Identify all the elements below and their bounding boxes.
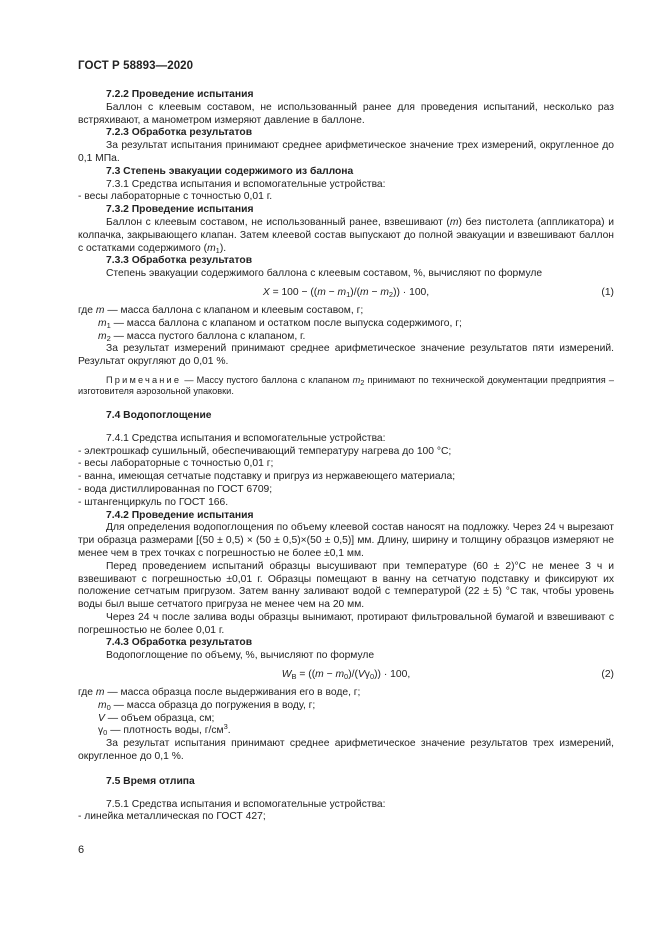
- list-item: - весы лабораторные с точностью 0,01 г;: [78, 458, 274, 470]
- paragraph-7-2-2: Баллон с клеевым составом, не использованный ранее для проведения испытаний, несколько раз встряхивают, а манометром измеряют давление в баллоне.: [78, 101, 614, 126]
- where-item: $\gamma_0$ — плотность воды, $г/см^3$.: [98, 722, 231, 738]
- document-code-header: ГОСТ Р 58893—2020: [78, 60, 194, 72]
- formula-2: [78, 666, 614, 685]
- document-body: [78, 89, 614, 824]
- heading-7-3: 7.3 Степень эвакуации содержимого из баллона: [106, 165, 354, 177]
- paragraph-7-3-3-result: За результат измерений принимают среднее арифметическое значение результатов пяти измерений. Результат округляют до 0,01 %.: [78, 343, 614, 368]
- list-item: - вода дистиллированная по ГОСТ 6709;: [78, 483, 273, 495]
- paragraph-7-3-2: Баллон с клеевым составом, не использованный ранее, взвешивают (m) без пистолета (аппликатора) и колпачка, закрывающего клапан. Затем клеевой состав выпускают до полной эвакуации и взвешивают баллон с остатками содержимого $(m_1)$.: [78, 216, 614, 255]
- paragraph-7-3-3: Степень эвакуации содержимого баллона с клеевым составом, %, вычисляют по формуле: [106, 268, 543, 280]
- heading-7-4: 7.4 Водопоглощение: [106, 409, 212, 421]
- list-item: - штангенциркуль по ГОСТ 166.: [78, 496, 229, 508]
- formula-2-number: (2): [601, 669, 614, 681]
- paragraph-7-4-2-a: Для определения водопоглощения по объему клеевой состав наносят на подложку. Через 24 ч вырезают три образца размерами [(50 ± 0,5) × (50 ± 0,5)×(50 ± 0,5)] мм. Длину, ширину и толщину образцов измеряют не менее чем в трех точках с погрешностью не более ±0,1 мм.: [78, 522, 614, 559]
- paragraph-7-3-1: 7.3.1 Средства испытания и вспомогательные устройства:: [106, 178, 386, 190]
- list-item: - ванна, имеющая сетчатые подставку и пригруз из нержавеющего материала;: [78, 471, 456, 483]
- where-item: $m_2$ — масса пустого баллона с клапаном, г.: [98, 330, 306, 343]
- note: Примечание — Массу пустого баллона с клапаном $m_2$ принимают по технической документации предприятия – изготовителя аэрозольной упаковки.: [78, 374, 614, 397]
- heading-7-3-2: 7.3.2 Проведение испытания: [106, 204, 254, 216]
- paragraph-7-4-3-result: За результат испытания принимают среднее арифметическое значение результатов трех измерений, округленное до 0,1 %.: [78, 738, 614, 763]
- heading-7-2-2: 7.2.2 Проведение испытания: [106, 89, 254, 100]
- heading-7-2-3: 7.2.3 Обработка результатов: [106, 127, 253, 139]
- paragraph-7-2-3: За результат испытания принимают среднее арифметическое значение трех измерений, округленное до 0,1 МПа.: [78, 140, 614, 164]
- heading-7-5: 7.5 Время отлипа: [106, 775, 195, 787]
- page-number: 6: [78, 844, 85, 856]
- heading-7-3-3: 7.3.3 Обработка результатов: [106, 255, 253, 267]
- where-item: $m_1$ — масса баллона с клапаном и остатком после выпуска содержимого, г;: [98, 317, 462, 330]
- paragraph-7-5-1: 7.5.1 Средства испытания и вспомогательные устройства:: [106, 798, 386, 810]
- heading-7-4-3: 7.4.3 Обработка результатов: [106, 637, 253, 649]
- where-item: где m — масса образца после выдерживания его в воде, г;: [78, 687, 361, 699]
- list-item: - линейка металлическая по ГОСТ 427;: [78, 811, 266, 823]
- formula-1-expression: $X = 100 - ((m - m_1)/(m - m_2)) \cdot 100$,: [262, 286, 430, 299]
- paragraph-7-4-3: Водопоглощение по объему, %, вычисляют по формуле: [106, 650, 375, 662]
- list-item: - весы лабораторные с точностью 0,01 г.: [78, 191, 273, 203]
- formula-1-number: (1): [601, 286, 614, 298]
- paragraph-7-4-2-c: Через 24 ч после залива воды образцы вынимают, протирают фильтровальной бумагой и взвешивают с погрешностью не более 0,01 г.: [78, 611, 614, 636]
- list-item: - электрошкаф сушильный, обеспечивающий температуру нагрева до 100 °С;: [78, 445, 452, 457]
- where-item: $m_0$ — масса образца до погружения в воду, г;: [98, 699, 316, 712]
- heading-7-4-2: 7.4.2 Проведение испытания: [106, 509, 254, 521]
- paragraph-7-4-2-b: Перед проведением испытаний образцы высушивают при температуре (60 ± 2)°С не менее 3 ч и взвешивают с погрешностью ±0,01 г. Образцы помещают в ванну на сетчатую подставку и фиксируют их положение сетчатым пригрузом. Затем ванну заливают водой с температурой (22 ± 5) °С так, чтобы уровень воды был выше сетчатого пригруза не менее чем на 20 мм.: [78, 560, 614, 611]
- where-item: V — объем образца, см;: [98, 712, 215, 724]
- formula-2-expression: $W_В = ((m - m_0)/(V\gamma_0)) \cdot 100$,: [281, 669, 411, 682]
- formula-1: [78, 284, 614, 303]
- paragraph-7-4-1: 7.4.1 Средства испытания и вспомогательные устройства:: [106, 432, 386, 444]
- where-item: где m — масса баллона с клапаном и клеевым составом, г;: [78, 304, 364, 316]
